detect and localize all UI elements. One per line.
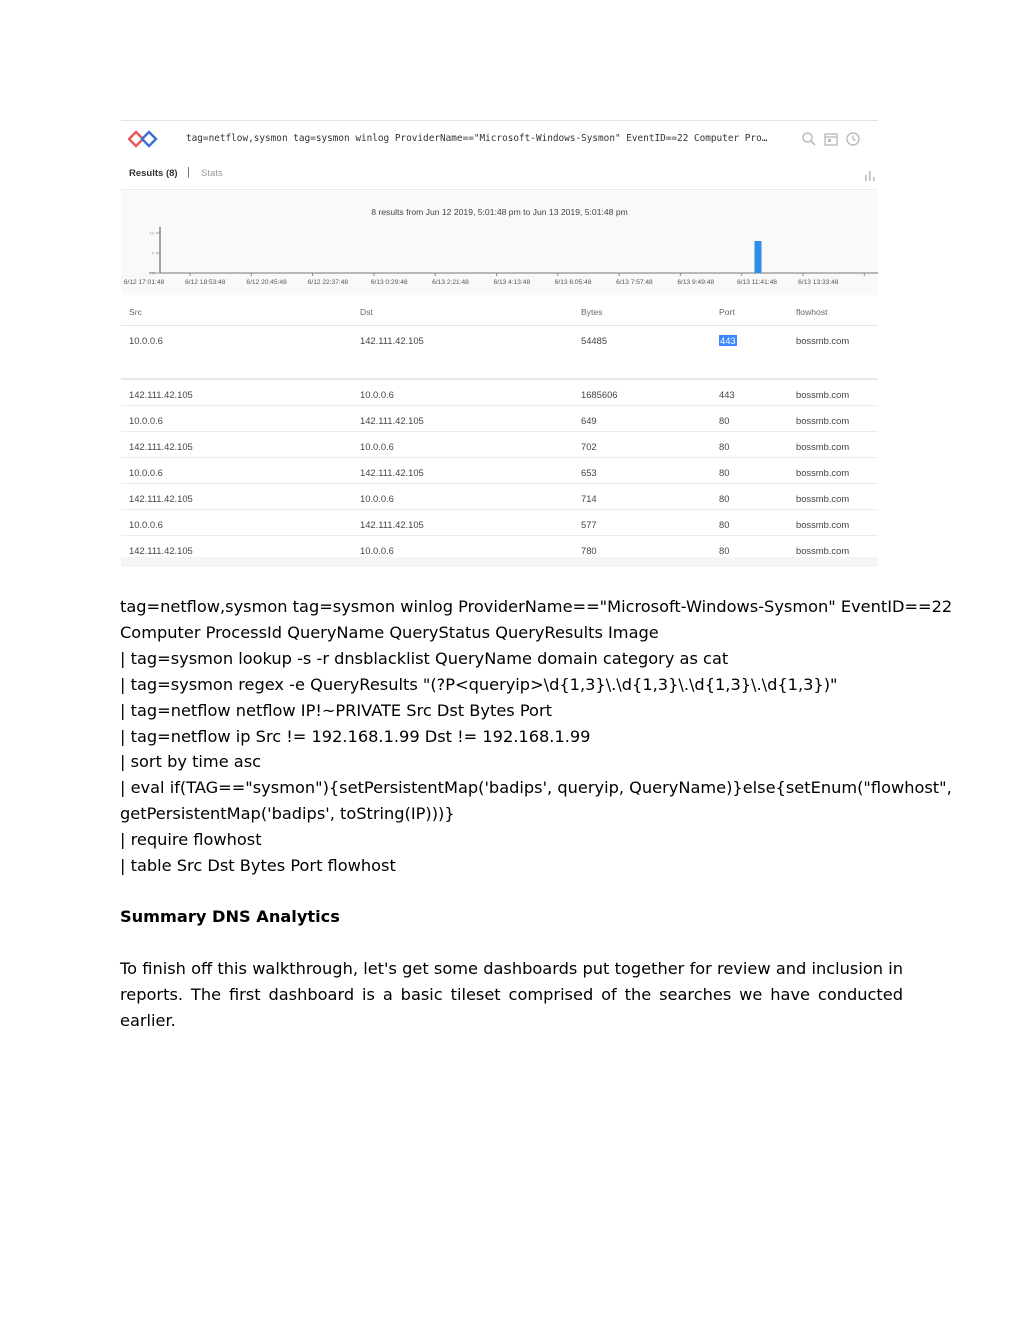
bar-chart-icon[interactable] bbox=[864, 169, 876, 181]
table-cell: 80 bbox=[719, 441, 730, 452]
table-cell: 10.0.0.6 bbox=[360, 493, 394, 504]
table-cell: 1685606 bbox=[581, 389, 618, 400]
table-cell: 10.0.0.6 bbox=[129, 467, 163, 478]
table-cell: 142.111.42.105 bbox=[129, 545, 193, 556]
table-cell: 649 bbox=[581, 415, 597, 426]
calendar-icon[interactable] bbox=[823, 131, 839, 147]
x-tick-label: 6/12 20:45:48 bbox=[246, 279, 287, 286]
query-line: | sort by time asc bbox=[120, 752, 262, 772]
table-cell: bossmb.com bbox=[796, 493, 850, 504]
table-cell: 80 bbox=[719, 467, 730, 478]
table-row[interactable] bbox=[121, 432, 878, 458]
query-line: | tag=sysmon regex -e QueryResults "(?P<queryip>\d{1,3}\.\d{1,3}\.\d{1,3}\.\d{1,3})" bbox=[120, 674, 838, 694]
x-tick-label: 6/12 18:53:48 bbox=[185, 279, 226, 286]
x-tick-label: 6/12 22:37:48 bbox=[307, 279, 349, 286]
y-tick-label: 10 bbox=[149, 230, 154, 236]
table-cell: 10.0.0.6 bbox=[129, 415, 163, 426]
x-tick-label: 6/13 6:05:48 bbox=[554, 279, 592, 286]
x-tick-label: 6/13 7:57:48 bbox=[616, 279, 653, 286]
results-table bbox=[121, 297, 878, 562]
table-row[interactable] bbox=[121, 458, 878, 484]
history-icon[interactable] bbox=[845, 131, 861, 147]
query-line: | tag=netflow netflow IP!~PRIVATE Src Dst Bytes Port bbox=[120, 700, 552, 720]
table-cell: 142.111.42.105 bbox=[360, 519, 424, 530]
search-icon[interactable] bbox=[801, 131, 817, 147]
query-text[interactable]: tag=netflow,sysmon tag=sysmon winlog ProviderName=="Microsoft-Windows-Sysmon" EventID==22 Computer Pro… bbox=[186, 133, 768, 144]
x-tick-label: 6/13 9:49:48 bbox=[677, 279, 715, 286]
table-cell: 702 bbox=[581, 441, 597, 452]
table-cell: bossmb.com bbox=[796, 467, 850, 478]
table-row[interactable] bbox=[121, 406, 878, 432]
table-cell: 80 bbox=[719, 493, 730, 504]
column-header[interactable]: flowhost bbox=[796, 307, 828, 317]
table-body bbox=[121, 326, 878, 562]
chart-bar[interactable] bbox=[755, 241, 762, 273]
timeline-chart bbox=[121, 191, 878, 295]
tab-results[interactable]: Results (8) bbox=[129, 168, 178, 179]
chart-svg bbox=[121, 221, 878, 293]
table-cell: 54485 bbox=[581, 335, 608, 346]
x-tick-label: 6/13 0:29:48 bbox=[370, 279, 408, 286]
chart-title: 8 results from Jun 12 2019, 5:01:48 pm to Jun 13 2019, 5:01:48 pm bbox=[371, 207, 628, 217]
highlighted-text: 443 bbox=[720, 335, 736, 346]
table-cell: 10.0.0.6 bbox=[129, 519, 163, 530]
tab-separator: | bbox=[187, 166, 190, 178]
table-row[interactable] bbox=[121, 380, 878, 406]
screenshot-footer bbox=[121, 557, 878, 567]
table-cell: 10.0.0.6 bbox=[129, 335, 163, 346]
query-listing bbox=[120, 597, 953, 882]
section-heading: Summary DNS Analytics bbox=[120, 907, 340, 926]
table-cell: 80 bbox=[719, 545, 730, 556]
results-tabs bbox=[121, 159, 878, 190]
table-cell bbox=[719, 335, 737, 346]
x-tick-label: 6/13 13:33:48 bbox=[798, 279, 839, 286]
table-header bbox=[121, 297, 878, 326]
table-cell: 10.0.0.6 bbox=[360, 545, 394, 556]
query-line: tag=netflow,sysmon tag=sysmon winlog ProviderName=="Microsoft-Windows-Sysmon" EventID==22 bbox=[120, 597, 953, 616]
table-cell: 653 bbox=[581, 467, 597, 478]
x-tick-label: 6/12 17:01:48 bbox=[123, 279, 165, 286]
query-bar bbox=[121, 121, 878, 157]
table-cell: 142.111.42.105 bbox=[360, 415, 424, 426]
table-cell: 142.111.42.105 bbox=[129, 441, 193, 452]
query-line: getPersistentMap('badips', toString(IP)))} bbox=[120, 804, 455, 824]
table-cell: 142.111.42.105 bbox=[129, 493, 193, 504]
table-cell: 780 bbox=[581, 545, 597, 556]
y-tick-label: 5 bbox=[151, 250, 154, 256]
x-tick-label: 6/13 11:41:48 bbox=[737, 279, 777, 286]
tab-stats[interactable]: Stats bbox=[201, 168, 223, 179]
table-row[interactable] bbox=[121, 510, 878, 536]
table-cell: 142.111.42.105 bbox=[360, 335, 424, 346]
table-cell: 443 bbox=[719, 389, 735, 400]
table-cell: 80 bbox=[719, 519, 730, 530]
table-cell: bossmb.com bbox=[796, 519, 850, 530]
table-cell: bossmb.com bbox=[796, 389, 850, 400]
query-line: | table Src Dst Bytes Port flowhost bbox=[120, 856, 396, 875]
table-row[interactable] bbox=[121, 326, 878, 380]
column-header[interactable]: Bytes bbox=[581, 307, 603, 317]
table-cell: 142.111.42.105 bbox=[360, 467, 424, 478]
column-header[interactable]: Dst bbox=[360, 307, 373, 317]
table-cell: 80 bbox=[719, 415, 730, 426]
table-cell: 714 bbox=[581, 493, 597, 504]
column-header[interactable]: Src bbox=[129, 307, 142, 317]
search-results-screenshot bbox=[121, 120, 878, 567]
y-tick-label: 0 bbox=[151, 270, 154, 276]
table-cell: 10.0.0.6 bbox=[360, 389, 394, 400]
query-line: | tag=sysmon lookup -s -r dnsblacklist QueryName domain category as cat bbox=[120, 648, 729, 668]
table-cell: bossmb.com bbox=[796, 545, 850, 556]
table-cell: bossmb.com bbox=[796, 335, 850, 346]
x-tick-label: 6/13 2:21:48 bbox=[432, 279, 469, 286]
query-line: | eval if(TAG=="sysmon"){setPersistentMap('badips', queryip, QueryName)}else{setEnum("flowhost", bbox=[120, 778, 952, 798]
table-row[interactable] bbox=[121, 484, 878, 510]
table-cell: 577 bbox=[581, 519, 597, 530]
table-cell: 10.0.0.6 bbox=[360, 441, 394, 452]
table-cell: bossmb.com bbox=[796, 441, 850, 452]
query-line: | require flowhost bbox=[120, 830, 262, 850]
x-tick-label: 6/13 4:13:48 bbox=[493, 279, 531, 286]
table-cell: 142.111.42.105 bbox=[129, 389, 193, 400]
paragraph: To finish off this walkthrough, let's get some dashboards put together for review and inclusion in reports. The first dashboard is a basic tileset comprised of the searches we have conducted earlier. bbox=[120, 959, 903, 1030]
query-line: | tag=netflow ip Src != 192.168.1.99 Dst != 192.168.1.99 bbox=[120, 726, 591, 746]
table-cell: bossmb.com bbox=[796, 415, 850, 426]
query-line: Computer ProcessId QueryName QueryStatus QueryResults Image bbox=[120, 622, 659, 642]
column-header[interactable]: Port bbox=[719, 307, 735, 317]
logo-icon bbox=[128, 129, 158, 149]
